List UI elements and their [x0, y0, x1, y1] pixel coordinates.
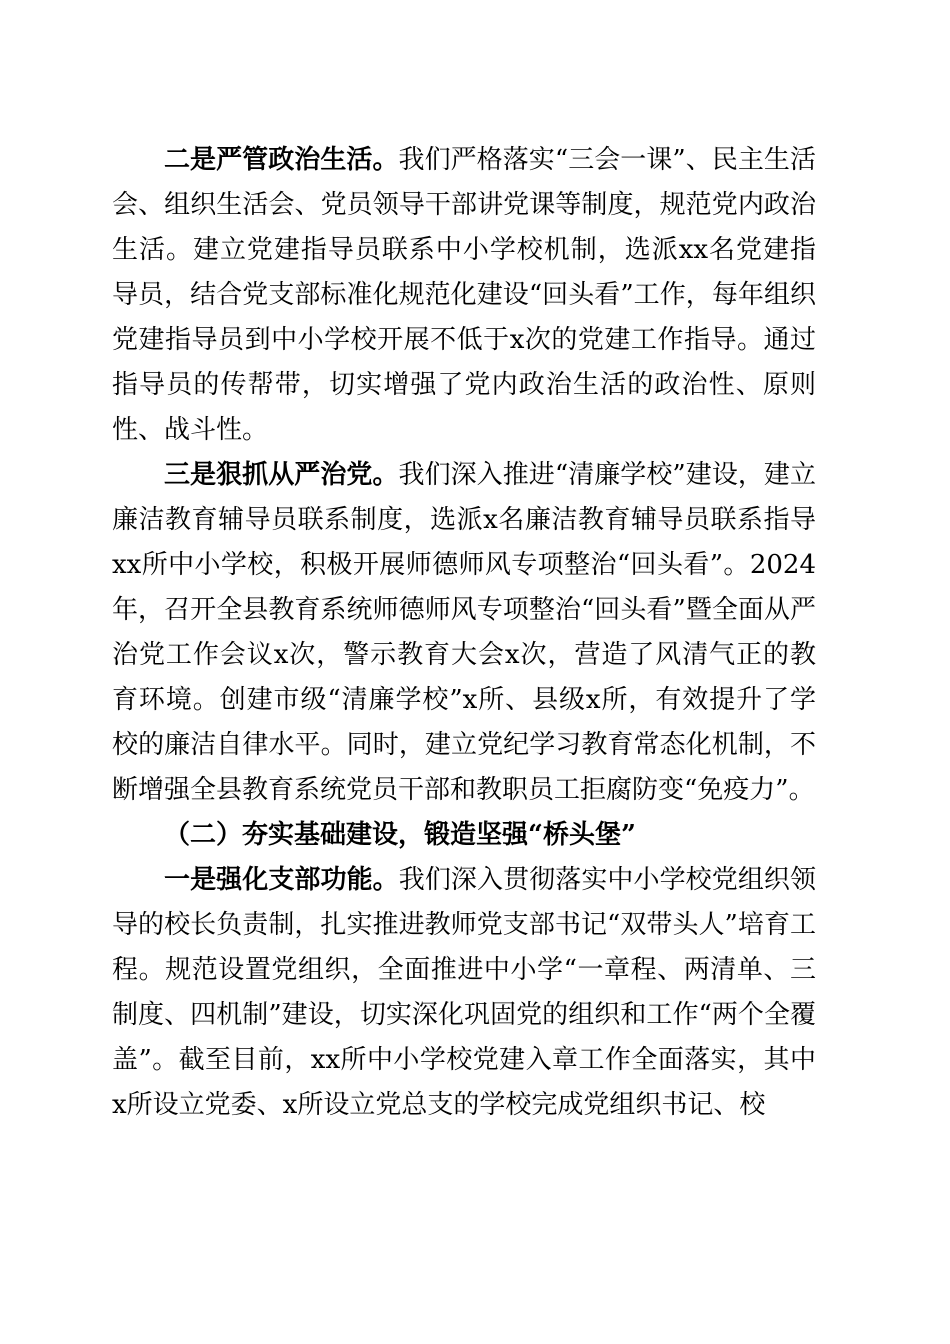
paragraph-lead-bold: 三是狠抓从严治党。: [164, 460, 399, 490]
section-heading: （二）夯实基础建设，锻造坚强“桥头堡”: [164, 820, 636, 850]
paragraph-lead-bold: 二是严管政治生活。: [164, 145, 399, 175]
paragraph-strict-governance: [112, 453, 816, 813]
paragraph-political-life: [112, 138, 816, 453]
paragraph-text: 我们严格落实“三会一课”、民主生活会、组织生活会、党员领导干部讲党课等制度，规范党内政治生活。建立党建指导员联系中小学校机制，选派xx名党建指导员，结合党支部标准化规范化建设“回头看”工作，每年组织党建指导员到中小学校开展不低于x次的党建工作指导。通过指导员的传帮带，切实增强了党内政治生活的政治性、原则性、战斗性。: [112, 145, 816, 445]
paragraph-branch-function: [112, 858, 816, 1128]
paragraph-text: 我们深入推进“清廉学校”建设，建立廉洁教育辅导员联系制度，选派x名廉洁教育辅导员联系指导xx所中小学校，积极开展师德师风专项整治“回头看”。2024年，召开全县教育系统师德师风专项整治“回头看”暨全面从严治党工作会议x次，警示教育大会x次，营造了风清气正的教育环境。创建市级“清廉学校”x所、县级x所，有效提升了学校的廉洁自律水平。同时，建立党纪学习教育常态化机制，不断增强全县教育系统党员干部和教职员工拒腐防变“免疫力”。: [112, 460, 816, 805]
paragraph-text: 我们深入贯彻落实中小学校党组织领导的校长负责制，扎实推进教师党支部书记“双带头人”培育工程。规范设置党组织，全面推进中小学“一章程、两清单、三制度、四机制”建设，切实深化巩固党的组织和工作“两个全覆盖”。截至目前，xx所中小学校党建入章工作全面落实，其中x所设立党委、x所设立党总支的学校完成党组织书记、校: [112, 865, 816, 1120]
paragraph-lead-bold: 一是强化支部功能。: [164, 865, 399, 895]
document-body: [112, 138, 816, 1128]
